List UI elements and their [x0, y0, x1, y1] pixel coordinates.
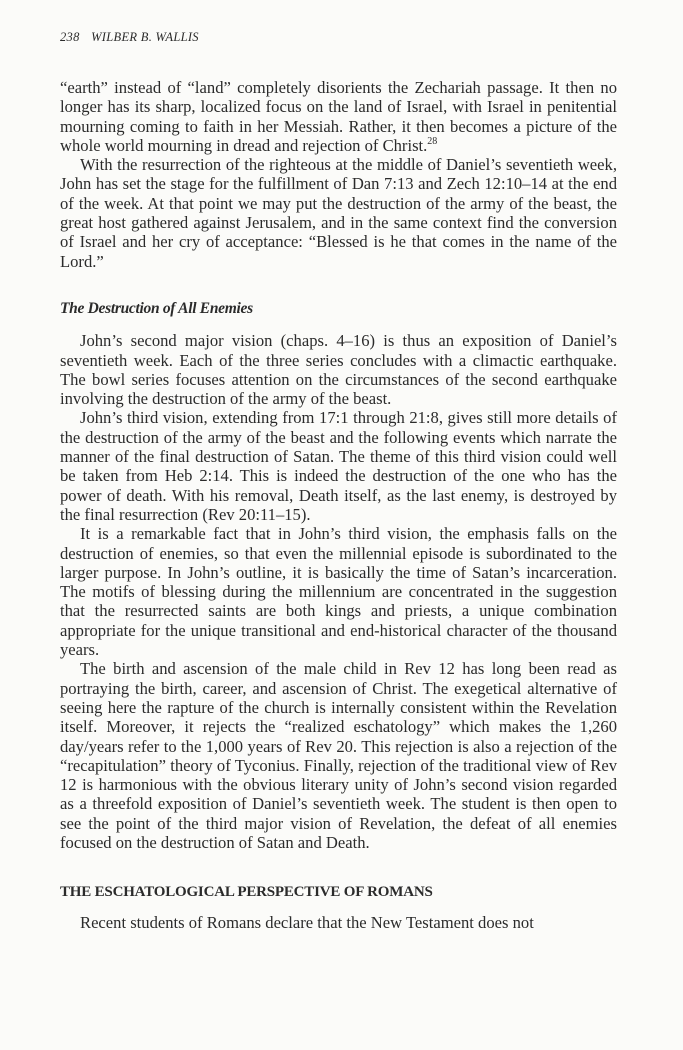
author-name: WILBER B. WALLIS [91, 30, 199, 44]
paragraph-text: “earth” instead of “land” completely disorients the Zechariah passage. It then no longer has its sharp, localized focus on the land of Israel, with Israel in penitential mourning coming to faith in her Messiah. Rather, it then becomes a picture of the whole world mourning in dread and rejection of Christ. [60, 78, 617, 155]
running-head [60, 30, 199, 45]
paragraph: John’s second major vision (chaps. 4–16) is thus an exposition of Daniel’s seventieth week. Each of the three series concludes with a climactic earthquake. The bowl series focuses attention on the circumstances of the second earthquake involving the destruction of the army of the beast. [60, 331, 617, 409]
paragraph: Recent students of Romans declare that the New Testament does not [80, 912, 534, 932]
footnote-marker: 28 [427, 135, 438, 147]
page-number: 238 [60, 30, 80, 44]
body-text [60, 78, 617, 932]
paragraph: It is a remarkable fact that in John’s third vision, the emphasis falls on the destruction of enemies, so that even the millennial episode is subordinated to the larger purpose. In John’s outline, it is basically the time of Satan’s incarceration. The motifs of blessing during the millennium are concentrated in the suggestion that the resurrected saints are both kings and priests, a unique combination appropriate for the unique transitional and end-historical character of the thousand years. [60, 524, 617, 660]
paragraph-continued [60, 78, 617, 155]
section-heading: THE ESCHATOLOGICAL PERSPECTIVE OF ROMANS [60, 884, 433, 901]
subsection-heading: The Destruction of All Enemies [60, 299, 253, 317]
paragraph: With the resurrection of the righteous at the middle of Daniel’s seventieth week, John has set the stage for the fulfillment of Dan 7:13 and Zech 12:10–14 at the end of the week. At that point we may put the destruction of the army of the beast, the great host gathered against Jerusalem, and in the same context find the conversion of Israel and her cry of acceptance: “Blessed is he that comes in the name of the Lord.” [60, 155, 617, 271]
paragraph: The birth and ascension of the male child in Rev 12 has long been read as portraying the birth, career, and ascension of Christ. The exegetical alternative of seeing here the rapture of the church is internally consistent within the Revelation itself. Moreover, it rejects the “realized eschatology” which makes the 1,260 day/years refer to the 1,000 years of Rev 20. This rejection is also a rejection of the “recapitulation” theory of Tyconius. Finally, rejection of the traditional view of Rev 12 is harmonious with the obvious literary unity of John’s second vision regarded as a threefold exposition of Daniel’s seventieth week. The student is then open to see the point of the third major vision of Revelation, the defeat of all enemies focused on the destruction of Satan and Death. [60, 659, 617, 852]
paragraph: John’s third vision, extending from 17:1 through 21:8, gives still more details of the destruction of the army of the beast and the following events which narrate the manner of the final destruction of Satan. The theme of this third vision could well be taken from Heb 2:14. This is indeed the destruction of the one who has the power of death. With his removal, Death itself, as the last enemy, is destroyed by the final resurrection (Rev 20:11–15). [60, 408, 617, 524]
